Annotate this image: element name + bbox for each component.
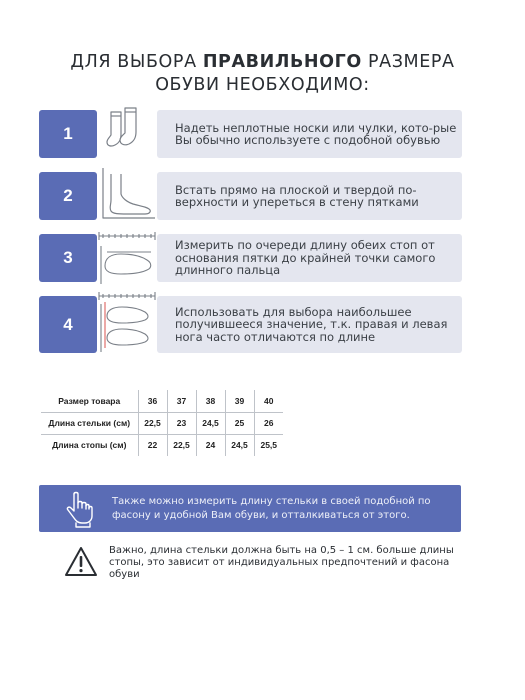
size-table [41,390,283,456]
step-3 [39,234,462,282]
table-cell: 24,5 [196,412,225,434]
table-cell: 39 [225,390,254,412]
table-row [41,434,283,456]
row-label: Длина стельки (см) [41,412,138,434]
warning-note [62,545,462,585]
table-cell: 25 [225,412,254,434]
table-cell: 24,5 [225,434,254,456]
table-cell: 22,5 [138,412,167,434]
table-cell: 22 [138,434,167,456]
page-title [0,51,525,97]
title-line-2: ОБУВИ НЕОБХОДИМО: [155,75,370,95]
feet-ruler-icon [97,288,157,354]
step-text: Надеть неплотные носки или чулки, кото-рые Вы обычно используете с подобной обувью [175,120,457,147]
step-1 [39,110,462,158]
step-text: Измерить по очереди длину обеих стоп от основания пятки до крайней точки самого длинного пальца [175,238,436,278]
table-cell: 23 [167,412,196,434]
row-label: Размер товара [41,390,138,412]
step-text: Встать прямо на плоской и твердой по-верхности и упереться в стену пятками [175,182,419,209]
info-banner [39,485,461,532]
table-row [41,412,283,434]
table-cell: 25,5 [254,434,283,456]
step-2 [39,172,462,220]
foot-against-wall-icon [97,164,157,226]
step-number: 4 [39,296,97,353]
table-cell: 26 [254,412,283,434]
step-number: 3 [39,234,97,282]
foot-measure-icon [97,226,157,288]
step-number: 2 [39,172,97,220]
row-label: Длина стопы (см) [52,440,127,451]
title-emphasis: ПРАВИЛЬНОГО [202,52,362,72]
info-text: Также можно измерить длину стельки в своей подобной по фасону и удобной Вам обуви, и отталкиваться от этого. [112,495,431,521]
sock-icon [97,102,157,164]
step-text: Использовать для выбора наибольшее получившееся значение, т.к. правая и левая нога часто отличаются по длине [175,304,448,344]
table-row [41,390,283,412]
table-cell: 24 [196,434,225,456]
pointing-hand-icon [63,490,95,528]
step-4 [39,296,462,353]
warning-text: Важно, длина стельки должна быть на 0,5 – 1 см. больше длины стопы, это зависит от индивидуальных предпочтений и фасона обуви [109,545,454,580]
table-cell: 40 [254,390,283,412]
table-cell: 37 [167,390,196,412]
table-cell: 36 [138,390,167,412]
warning-triangle-icon [64,546,98,578]
table-cell: 38 [196,390,225,412]
title-line-1: ДЛЯ ВЫБОРА ПРАВИЛЬНОГО РАЗМЕРА [70,52,455,72]
step-number: 1 [39,110,97,158]
table-cell: 22,5 [167,434,196,456]
